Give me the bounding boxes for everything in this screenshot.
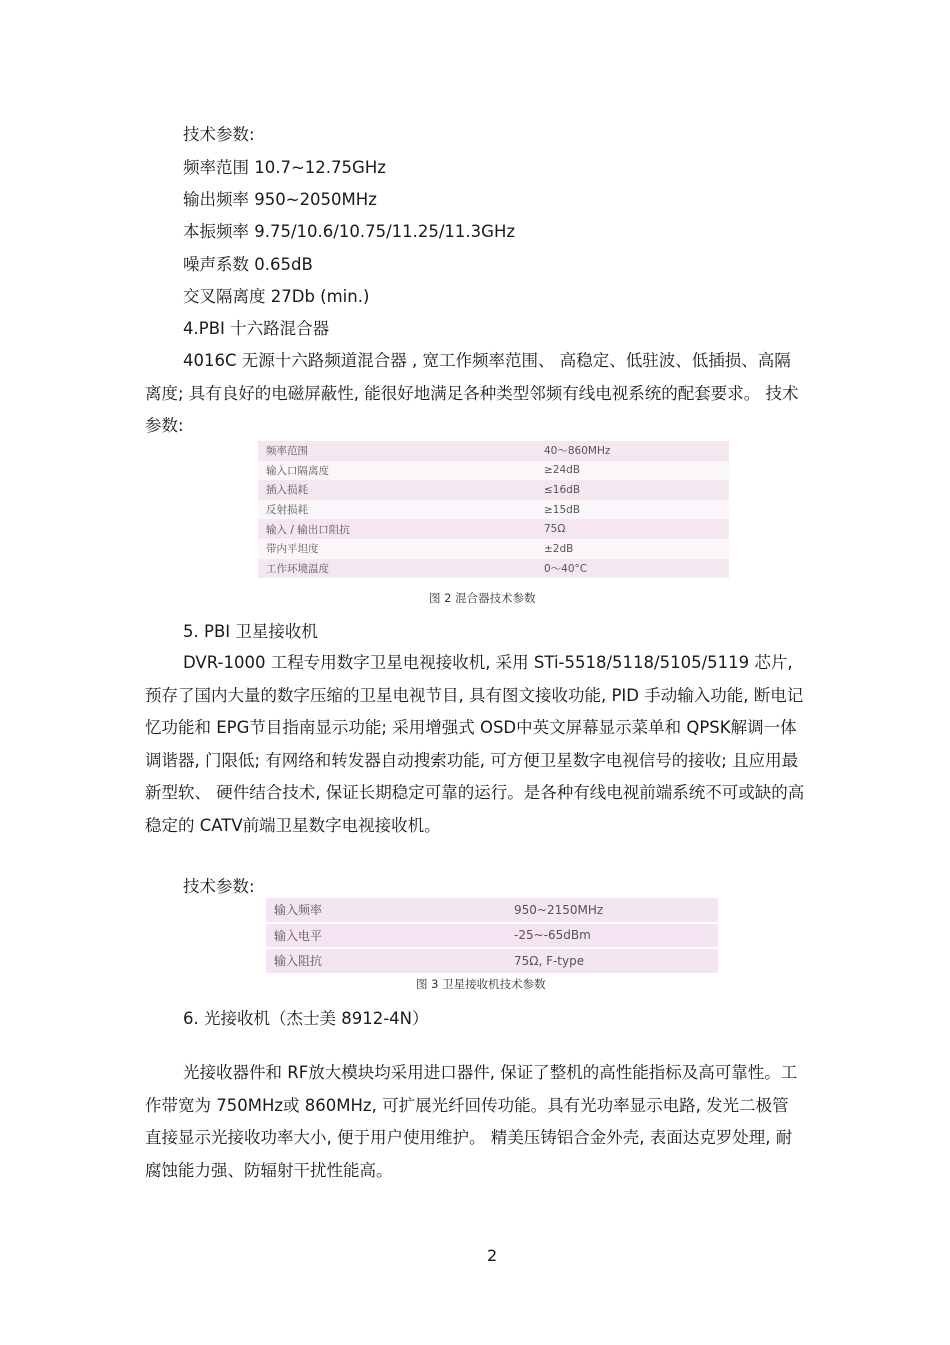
- paragraph: DVR-1000 工程专用数字卫星电视接收机, 采用 STi-5518/5118/5105/5119 芯片, 预存了国内大量的数字压缩的卫星电视节目, 具有图文接收功能, PID 手动输入功能, 断电记忆功能和 EPG节目指南显示功能; 采用增强式 OSD中英文屏幕显示菜单和 QPSK解调一体调谐器, 门限低; 有网络和转发器自动搜索功能, 可方便卫星数字电视信号的接收; 且应用最新型软、 硬件结合技术, 保证长期稳定可靠的运行。是各种有线电视前端系统不可或缺的高稳定的 CATV前端卫星数字电视接收机。: [145, 653, 805, 835]
- table-cell: 工作环境温度: [258, 559, 536, 579]
- figure-caption: 图 3 卫星接收机技术参数: [416, 977, 546, 991]
- table-row: [266, 948, 718, 974]
- table-cell: 75Ω, F-type: [506, 948, 718, 974]
- specs-heading: 技术参数:: [183, 125, 255, 144]
- section-title: 6. 光接收机（杰士美 8912-4N）: [183, 1009, 429, 1028]
- spec-item: 本振频率 9.75/10.6/10.75/11.25/11.3GHz: [183, 222, 516, 241]
- table-row: [258, 480, 729, 500]
- table-cell: ≥24dB: [536, 461, 729, 481]
- table-cell: 75Ω: [536, 519, 729, 539]
- section-title: 4.PBI 十六路混合器: [183, 319, 330, 338]
- page-number: 2: [487, 1246, 498, 1265]
- table-row: [266, 923, 718, 949]
- spec-item: 交叉隔离度 27Db (min.): [183, 287, 370, 306]
- spec-item: 噪声系数 0.65dB: [183, 255, 313, 274]
- table-cell: 输入电平: [266, 923, 506, 949]
- table-cell: 输入阻抗: [266, 948, 506, 974]
- table-cell: 950~2150MHz: [506, 898, 718, 923]
- spec-item: 输出频率 950~2050MHz: [183, 190, 377, 209]
- table-cell: ±2dB: [536, 539, 729, 559]
- table-row: [266, 898, 718, 923]
- spec-item: 频率范围 10.7~12.75GHz: [183, 158, 386, 177]
- paragraph: 4016C 无源十六路频道混合器 , 宽工作频率范围、 高稳定、低驻波、低插损、高隔离度; 具有良好的电磁屏蔽性, 能很好地满足各种类型邻频有线电视系统的配套要求。 技术参数:: [145, 351, 799, 435]
- table-row: [258, 559, 729, 579]
- table-row: [258, 539, 729, 559]
- receiver-spec-table: [266, 898, 718, 975]
- table-cell: 40～860MHz: [536, 441, 729, 461]
- table-cell: 反射损耗: [258, 500, 536, 520]
- table-cell: 频率范围: [258, 441, 536, 461]
- table-cell: 输入 / 输出口阻抗: [258, 519, 536, 539]
- table-cell: ≤16dB: [536, 480, 729, 500]
- table-row: [258, 441, 729, 461]
- figure-caption: 图 2 混合器技术参数: [429, 591, 536, 605]
- section-title: 5. PBI 卫星接收机: [183, 622, 318, 641]
- specs-label: 技术参数:: [183, 877, 255, 896]
- table-cell: 插入损耗: [258, 480, 536, 500]
- table-row: [258, 519, 729, 539]
- paragraph: 光接收器件和 RF放大模块均采用进口器件, 保证了整机的高性能指标及高可靠性。工作带宽为 750MHz或 860MHz, 可扩展光纤回传功能。具有光功率显示电路, 发光二极管直接显示光接收功率大小, 便于用户使用维护。 精美压铸铝合金外壳, 表面达克罗处理, 耐腐蚀能力强、防辐射干扰性能高。: [145, 1063, 798, 1180]
- table-cell: 带内平坦度: [258, 539, 536, 559]
- table-cell: 0～40°C: [536, 559, 729, 579]
- table-cell: -25~-65dBm: [506, 923, 718, 949]
- table-row: [258, 500, 729, 520]
- table-cell: 输入口隔离度: [258, 461, 536, 481]
- table-cell: 输入频率: [266, 898, 506, 923]
- table-row: [258, 461, 729, 481]
- table-cell: ≥15dB: [536, 500, 729, 520]
- mixer-spec-table: [258, 441, 729, 578]
